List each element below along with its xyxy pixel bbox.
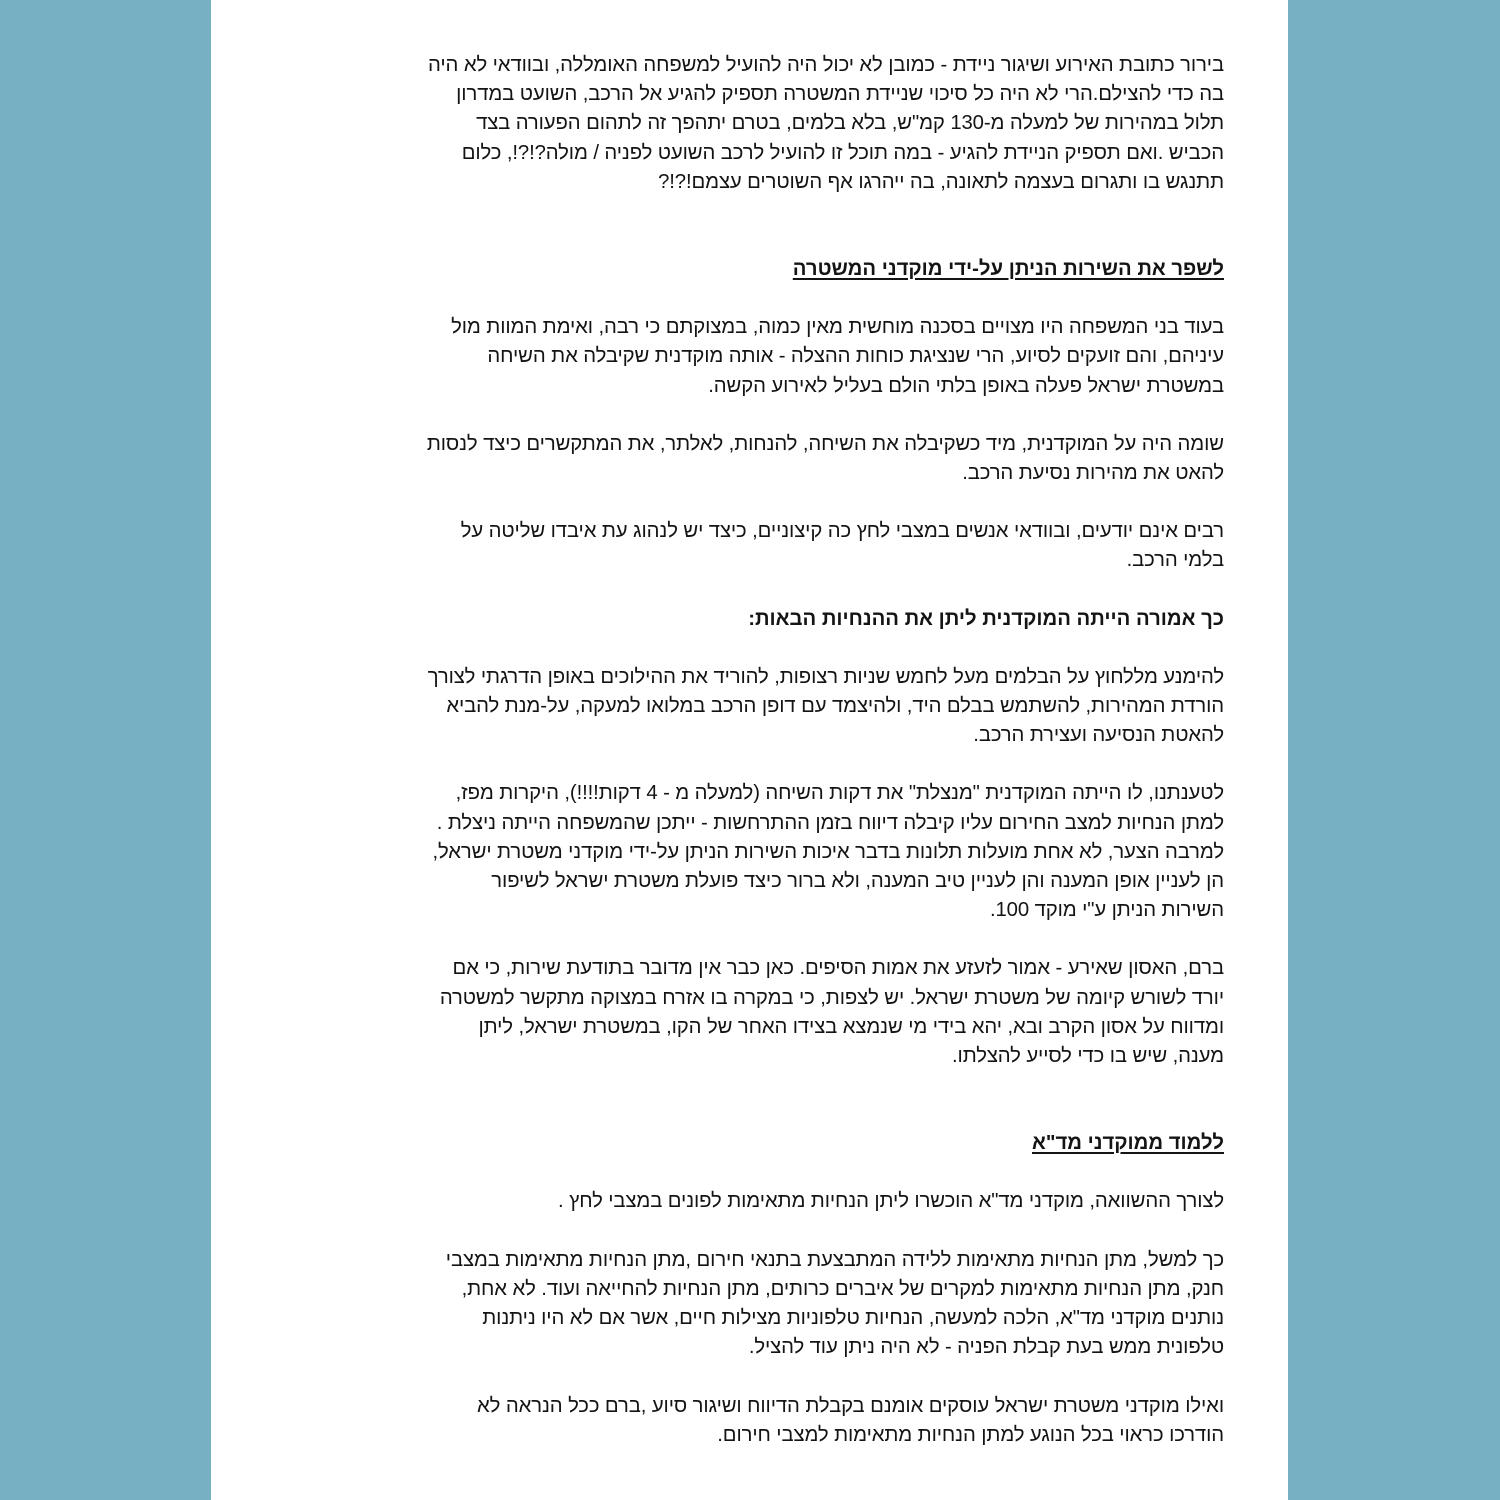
paragraph-mda-comparison: לצורך ההשוואה, מוקדני מד"א הוכשרו ליתן הנחיות מתאימות לפונים במצבי לחץ . [558,1190,1224,1213]
paragraph-mda-examples: כך למשל, מתן הנחיות מתאימות ללידה המתבצעת בתנאי חירום ,מתן הנחיות מתאימות במצבי חנק, מתן הנחיות מתאימות למקרים של איברים כרותים, מתן הנחיות להחייאה ועוד. לא אחת, נותנים מוקדני מד"א, הלכה למעשה, הנחיות טלפוניות מצילות חיים, אשר אם לא היו ניתנות טלפונית ממש בעת קבלת הפניה - לא היה ניתן עוד להציל. [445,1248,1224,1359]
paragraph-brake-failure: רבים אינם יודעים, ובוודאי אנשים במצבי לחץ כה קיצוניים, כיצד יש לנהוג עת איבדו שליטה על בלמי הרכב. [460,520,1224,572]
paragraph-dispatch-address: בירור כתובת האירוע ושיגור ניידת - כמובן לא יכול היה להועיל למשפחה האומללה, ובוודאי לא היה בה כדי להצילם.הרי לא היה כל סיכוי שניידת המשטרה תספיק להגיע אל הרכב, השועט במדרון תלול במהירות של למעלה מ-130 קמ"ש, בלא בלמים, בטרם יתהפך זה לתהום הפעורה בצד הכביש .ואם תספיק הניידת להגיע - במה תוכל זו להועיל לרכב השועט לפניה / מולה?!?!, כלום תתנגש בו ותגרום בעצמה לתאונה, בה ייהרגו אף השוטרים עצמם!?!? [428,54,1224,193]
paragraph-disaster: ברם, האסון שאירע - אמור לזעזע את אמות הסיפים. כאן כבר אין מדובר בתודעת שירות, כי אם יורד לשורש קיומה של משטרת ישראל. יש לצפות, כי במקרה בו אזרח במצוקה מתקשר למשטרה ומדווח על אסון הקרב ובא, יהא בידי מי שנמצא בצידו האחר של הקו, במשטרת ישראל, ליתן מענה, שיש בו כדי לסייע להצלתו. [439,957,1224,1068]
heading-improve-police-service-text: לשפר את השירות הניתן על-ידי מוקדני המשטרה [792,258,1224,281]
paragraph-instructions-list: להימנע מללחוץ על הבלמים מעל לחמש שניות רצופות, להוריד את ההילוכים באופן הדרגתי לצורך הורדת המהירות, להשתמש בבלם היד, ולהיצמד עם דופן הרכב במלואו למעקה, על-מנת להביא להאטת הנסיעה ועצירת הרכב. [427,665,1224,747]
paragraph-family-in-danger: בעוד בני המשפחה היו מצויים בסכנה מוחשית מאין כמוה, במצוקתם כי רבה, ואימת המוות מול עיניהם, והם זועקים לסיוע, הרי שנציגת כוחות ההצלה - אותה מוקדנית שקיבלה את השיחה במשטרת ישראל פעלה באופן בלתי הולם בעליל לאירוע הקשה. [451,316,1224,397]
heading-learn-from-mda-text: ללמוד ממוקדני מד"א [1032,1132,1224,1155]
heading-improve-police-service [286,255,1224,284]
document-page [211,0,1288,1500]
paragraph-police-training: ואילו מוקדני משטרת ישראל עוסקים אומנם בקבלת הדיווח ושיגור סיוע ,ברם ככל הנראה לא הודרכו כראוי בכל הנוגע למתן הנחיות מתאימות למצבי חירום. [477,1394,1224,1446]
heading-required-instructions: כך אמורה הייתה המוקדנית ליתן את ההנחיות הבאות: [748,607,1224,630]
paragraph-our-claim: לטענתנו, לו הייתה המוקדנית "מנצלת" את דקות השיחה (למעלה מ - 4 דקות!!!!), היקרות מפז, למתן הנחיות למצב החירום עליו קיבלה דיווח בזמן ההתרחשות - ייתכן שהמשפחה הייתה ניצלת . למרבה הצער, לא אחת מועלות תלונות בדבר איכות השירות הניתן על-ידי מוקדני משטרת ישראל, הן לעניין אופן המענה והן לעניין טיב המענה, ולא ברור כיצד פועלת משטרת ישראל לשיפור השירות הניתן ע"י מוקד 100. [432,782,1224,922]
heading-learn-from-mda [286,1129,1224,1158]
paragraph-dispatcher-duty: שומה היה על המוקדנית, מיד כשקיבלה את השיחה, להנחות, לאלתר, את המתקשרים כיצד לנסות להאט את מהירות נסיעת הרכב. [426,432,1224,485]
